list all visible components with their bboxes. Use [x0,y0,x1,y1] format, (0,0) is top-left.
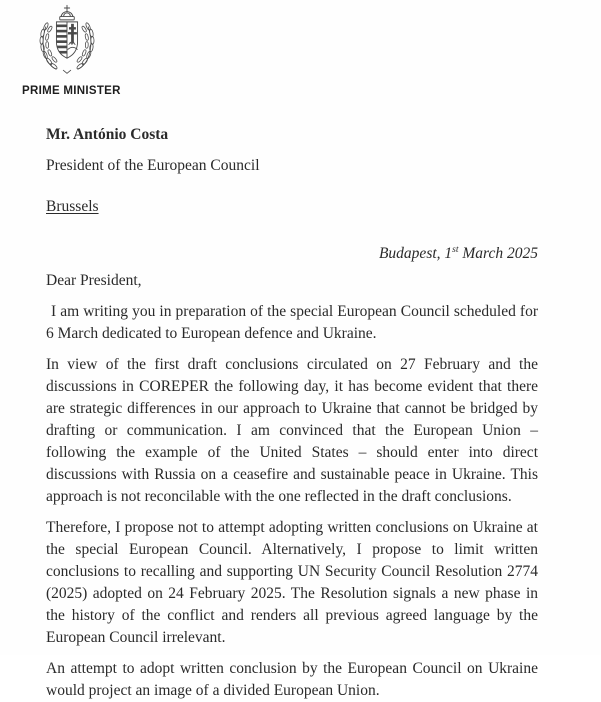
hungarian-coat-of-arms-icon [34,4,100,78]
letter-paragraph-1: I am writing you in preparation of the special European Council scheduled for 6 March dedicated to European defence and Ukraine. [46,303,538,342]
recipient-title: President of the European Council [46,157,260,174]
letterhead [22,4,121,97]
letter-content [46,126,538,702]
salutation: Dear President, [46,272,142,289]
dateline-prefix: Budapest, 1 [378,245,453,262]
recipient-name: Mr. António Costa [46,126,169,143]
letter-paragraph-4: An attempt to adopt written conclusion by the European Council on Ukraine would project an image of a divided European Union. [46,660,538,699]
recipient-city [46,198,538,216]
dateline-ordinal: st [452,244,459,255]
letter-paragraph-3: Therefore, I propose not to attempt adopting written conclusions on Ukraine at the special European Council. Alternatively, I propose to limit written conclusions to recalling and supporting UN Security Council Resolution 2774 (2025) adopted on 24 February 2025. The Resolution signals a new phase in the history of the conflict and renders all previous agreed language by the European Council irrelevant. [46,519,538,646]
office-label: PRIME MINISTER [22,85,121,97]
dateline [46,243,538,265]
letter-paragraph-2: In view of the first draft conclusions circulated on 27 February and the discussions in COREPER the following day, it has become evident that there are strategic differences in our approach to Ukraine that cannot be bridged by drafting or communication. I am convinced that the European Union – following the example of the United States – should enter into direct discussions with Russia on a ceasefire and sustainable peace in Ukraine. This approach is not reconcilable with the one reflected in the draft conclusions. [46,356,538,505]
recipient-city-text: Brussels [46,198,99,215]
dateline-suffix: March 2025 [458,245,538,262]
